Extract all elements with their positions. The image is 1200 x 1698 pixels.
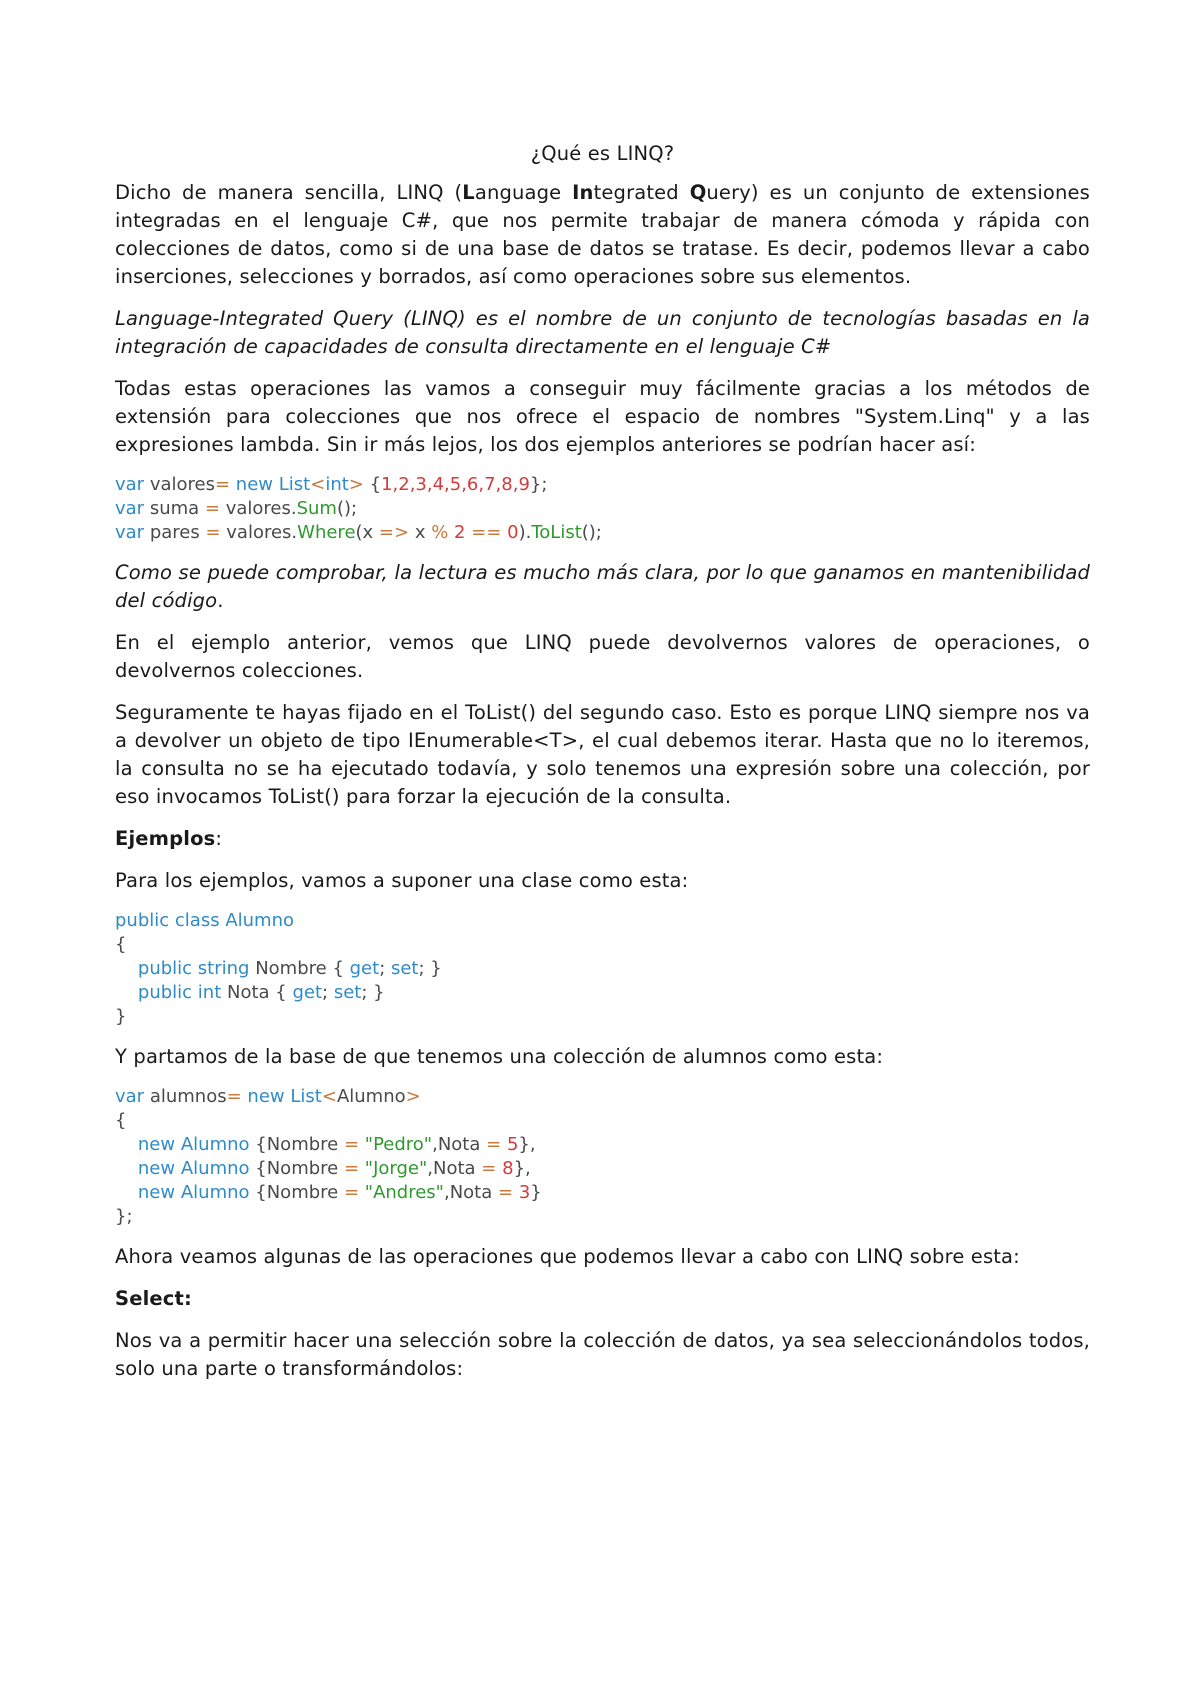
readability-text: Como se puede comprobar, la lectura es mucho más clara, por lo que ganamos en mantenibilidad del código [115, 561, 1090, 612]
code-line-close-brace: } [115, 1006, 127, 1027]
ejemplos-heading [115, 825, 1090, 853]
code-ident: Nombre [249, 958, 333, 979]
code-keyword: get [292, 982, 323, 1003]
code-ident: Nombre [266, 1134, 344, 1155]
code-ident: Nota [437, 1134, 487, 1155]
tolist-paragraph: Seguramente te hayas fijado en el ToList() del segundo caso. Esto es porque LINQ siempre nos va a devolver un objeto de tipo IEnumerable<T>, el cual debemos iterar. Hasta que no lo iteremos, la consulta no se ha ejecutado todavía, y solo tenemos una expresión sobre una colección, por eso invocamos ToList() para forzar la ejecución de la consulta. [115, 701, 1090, 808]
code-string: "Pedro" [364, 1134, 433, 1155]
select-paragraph: Nos va a permitir hacer una selección sobre la colección de datos, ya sea seleccionándolos todos, solo una parte o transformándolos: [115, 1329, 1090, 1380]
returns-paragraph: En el ejemplo anterior, vemos que LINQ puede devolvernos valores de operaciones, o devolvernos colecciones. [115, 631, 1090, 682]
code-keyword: public [137, 982, 193, 1003]
code-keyword: string [197, 958, 250, 979]
code-op: = [481, 1158, 497, 1179]
code-string: "Andres" [364, 1182, 444, 1203]
code-ident: Alumno [336, 1086, 406, 1107]
code-number: 5 [506, 1134, 519, 1155]
code-line-nombre: public string Nombre { get; set; } [137, 958, 442, 979]
code-op: = [343, 1182, 360, 1203]
code-keyword: new [137, 1158, 176, 1179]
code-op: < [321, 1086, 337, 1107]
code-keyword: class [174, 910, 220, 931]
ejemplos-heading-colon: : [215, 827, 223, 850]
code-ident: x [414, 522, 432, 543]
intro-text-b: anguage [474, 181, 573, 204]
class-intro-paragraph: Para los ejemplos, vamos a suponer una clase como esta: [115, 869, 689, 892]
code-block-collection [115, 1085, 1090, 1229]
code-keyword: set [333, 982, 362, 1003]
code-method: Where [297, 522, 356, 543]
code-keyword: var [115, 1086, 145, 1107]
code-number: 0 [507, 522, 519, 543]
readability-paragraph [115, 559, 1090, 615]
code-op: = [205, 522, 221, 543]
code-keyword: new [137, 1134, 176, 1155]
readability-period: . [217, 589, 224, 612]
code-ident: pares [144, 522, 206, 543]
code-ident: Nombre [266, 1182, 344, 1203]
code-op: = [343, 1158, 360, 1179]
operations-paragraph: Ahora veamos algunas de las operaciones que podemos llevar a cabo con LINQ sobre esta: [115, 1245, 1020, 1268]
document-content [115, 140, 1090, 1397]
code-type: Alumno [180, 1134, 250, 1155]
code-keyword: get [349, 958, 380, 979]
code-ident: Nota [449, 1182, 498, 1203]
code-line-nota: public int Nota { get; set; } [137, 982, 385, 1003]
code-ident: alumnos [144, 1086, 227, 1107]
code-op: = [498, 1182, 514, 1203]
code-keyword: new [247, 1086, 285, 1107]
code-line-alumnos [115, 1085, 1090, 1109]
code-keyword: new [137, 1182, 176, 1203]
select-heading: Select: [115, 1287, 192, 1310]
code-number: 8 [502, 1158, 514, 1179]
code-string: "Jorge" [364, 1158, 428, 1179]
code-type: List [278, 474, 311, 495]
code-op: > [348, 474, 364, 495]
code-numbers: 1,2,3,4,5,6,7,8,9 [381, 474, 530, 495]
code-line-open-brace: { [115, 934, 127, 955]
code-op: = [204, 498, 220, 519]
intro-text-a: Dicho de manera sencilla, LINQ ( [115, 181, 463, 204]
code-type: Alumno [180, 1158, 250, 1179]
code-op: = [486, 1134, 502, 1155]
intro-bold-in: In [572, 181, 594, 204]
code-op: % [431, 522, 449, 543]
code-block-lambda [115, 473, 1090, 545]
code-op: => [378, 522, 410, 543]
code-op: == [471, 522, 502, 543]
code-ident: valores. [219, 498, 297, 519]
code-line-valores: var valores= new List<int> {1,2,3,4,5,6,7,8,9}; [115, 474, 548, 495]
code-ident: Nombre [266, 1158, 344, 1179]
code-ident: Nota [221, 982, 276, 1003]
intro-bold-l: L [462, 181, 475, 204]
code-line-close-brace: }; [115, 1206, 133, 1227]
code-ident: x [362, 522, 379, 543]
code-type: Alumno [180, 1182, 250, 1203]
code-op: = [226, 1086, 242, 1107]
definition-quote: Language-Integrated Query (LINQ) es el nombre de un conjunto de tecnologías basadas en la integración de capacidades de consulta directamente en el lenguaje C# [115, 307, 1090, 358]
code-line-class [115, 909, 1090, 933]
code-keyword: var [115, 522, 145, 543]
code-type: Alumno [225, 910, 295, 931]
code-line-pares: var pares = valores.Where(x => x % 2 == 0).ToList(); [115, 522, 602, 543]
code-ident: Nota [433, 1158, 482, 1179]
code-keyword: public [137, 958, 193, 979]
code-line-pedro: new Alumno {Nombre = "Pedro",Nota = 5}, [137, 1134, 536, 1155]
code-method: ToList [531, 522, 582, 543]
code-keyword: var [115, 498, 145, 519]
intro-text-d: uery) es un conjunto de extensiones integradas en el lenguaje C#, que nos permite trabajar de manera cómoda y rápida con colecciones de datos, como si de una base de datos se tratase. Es decir, podemos llevar a cabo inserciones, selecciones y borrados, así como operaciones sobre sus elementos. [115, 181, 1090, 288]
code-op: < [310, 474, 326, 495]
code-op: > [405, 1086, 421, 1107]
code-keyword: int [197, 982, 222, 1003]
code-number: 3 [518, 1182, 531, 1203]
code-line-jorge: new Alumno {Nombre = "Jorge",Nota = 8}, [137, 1158, 531, 1179]
code-keyword: set [390, 958, 419, 979]
code-block-class [115, 909, 1090, 1029]
code-ident: suma [144, 498, 205, 519]
code-line-open-brace: { [115, 1110, 127, 1131]
code-line-suma: var suma = valores.Sum(); [115, 498, 358, 519]
code-type: List [290, 1086, 322, 1107]
code-op: = [343, 1134, 360, 1155]
code-op: = [214, 474, 231, 495]
intro-paragraph [115, 179, 1090, 291]
intro-text-c: tegrated [593, 181, 690, 204]
collection-intro-paragraph: Y partamos de la base de que tenemos una colección de alumnos como esta: [115, 1045, 884, 1068]
intro-bold-q: Q [689, 181, 707, 204]
code-method: Sum [296, 498, 337, 519]
page-title: ¿Qué es LINQ? [530, 142, 675, 165]
code-keyword: var [115, 474, 145, 495]
methods-paragraph: Todas estas operaciones las vamos a conseguir muy fácilmente gracias a los métodos de extensión para colecciones que nos ofrece el espacio de nombres "System.Linq" y a las expresiones lambda. Sin ir más lejos, los dos ejemplos anteriores se podrían hacer así: [115, 377, 1090, 456]
code-number: 2 [454, 522, 466, 543]
code-keyword: int [325, 474, 349, 495]
code-keyword: new [235, 474, 274, 495]
code-ident: valores [144, 474, 215, 495]
code-line-andres: new Alumno {Nombre = "Andres",Nota = 3} [137, 1182, 542, 1203]
ejemplos-heading-text: Ejemplos [115, 827, 216, 850]
code-ident: valores. [220, 522, 298, 543]
code-keyword: public [115, 910, 170, 931]
